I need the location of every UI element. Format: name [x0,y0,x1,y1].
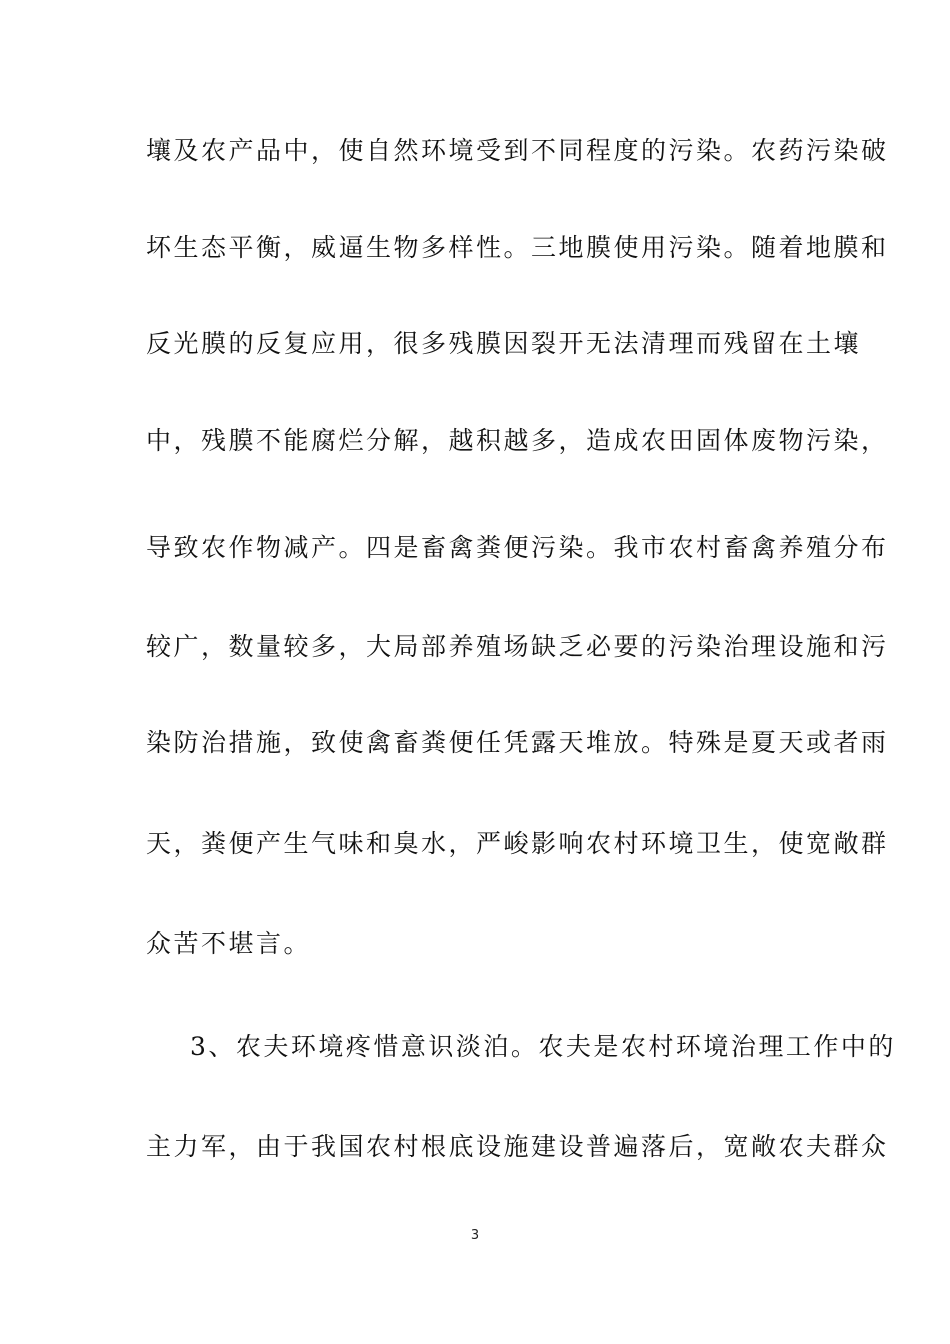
section-heading-line: 3、农夫环境疼惜意识淡泊。农夫是农村环境治理工作中的 [190,1032,896,1061]
body-text-line: 众苦不堪言。 [146,929,312,958]
body-text-line: 天，粪便产生气味和臭水，严峻影响农村环境卫生，使宽敞群 [146,829,889,858]
body-text-line: 中，残膜不能腐烂分解，越积越多，造成农田固体废物污染， [146,426,889,455]
body-text-line: 壤及农产品中，使自然环境受到不同程度的污染。农药污染破 [146,136,889,165]
page-number: 3 [470,1228,480,1243]
body-text-line: 较广，数量较多，大局部养殖场缺乏必要的污染治理设施和污 [146,632,889,661]
body-text-line: 染防治措施，致使禽畜粪便任凭露天堆放。特殊是夏天或者雨 [146,728,889,757]
body-text-line: 导致农作物减产。四是畜禽粪便污染。我市农村畜禽养殖分布 [146,533,889,562]
body-text-line: 坏生态平衡，威逼生物多样性。三地膜使用污染。随着地膜和 [146,233,889,262]
body-text-line: 反光膜的反复应用，很多残膜因裂开无法清理而残留在土壤 [146,329,862,358]
body-text-line: 主力军，由于我国农村根底设施建设普遍落后，宽敞农夫群众 [146,1132,889,1161]
